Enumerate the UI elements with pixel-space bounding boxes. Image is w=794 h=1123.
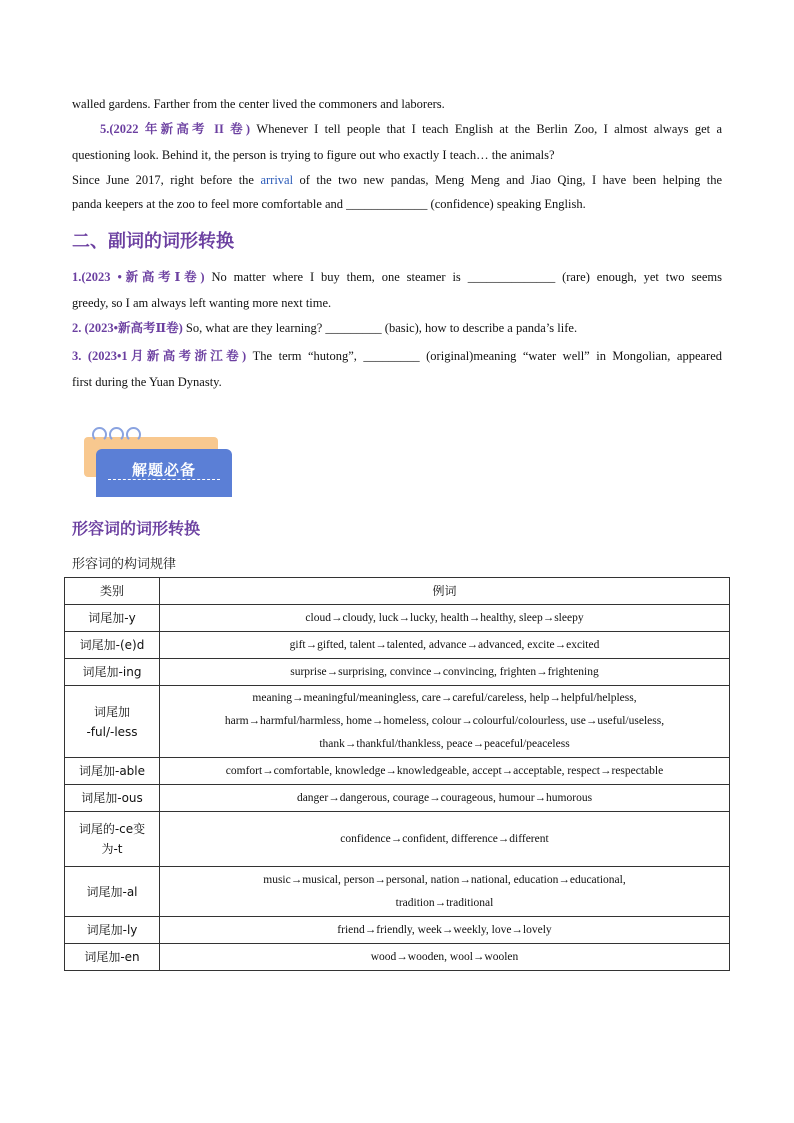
table-row [65,758,730,785]
category-cell [65,785,160,812]
table-row [65,605,730,632]
table-row [65,785,730,812]
example-line: surprise→surprising, convince→convincing, frighten→frightening [290,665,599,678]
example-line: tradition→traditional [395,896,494,909]
example-cell [160,944,730,971]
table-row [65,944,730,971]
ring-icon [126,427,141,442]
example-cell [160,686,730,758]
table-body [65,605,730,971]
badge-dash-line [108,479,220,480]
header-examples: 例词 [160,578,730,605]
example-line: music→musical, person→personal, nation→national, education→educational, [263,873,626,886]
category-line: 词尾加-y [88,611,136,625]
example-line: confidence→confident, difference→different [340,832,549,845]
category-cell [65,686,160,758]
text-line [72,172,722,188]
text-line: first during the Yuan Dynasty. [72,375,222,389]
example-cell [160,605,730,632]
example-line: danger→dangerous, courage→courageous, humour→humorous [296,791,593,804]
adjective-heading: 形容词的词形转换 [72,519,201,538]
text-span: of the two new pandas, Meng Meng and Jiao Qing, I have been helping the [293,173,723,187]
category-line: 词尾加-ous [81,791,143,805]
example-line: meaning→meaningful/meaningless, care→careful/careless, help→helpful/helpless, [252,692,637,704]
question-3 [72,348,722,364]
category-line: 词尾加-ing [82,665,142,679]
category-line: 词尾加 [93,704,130,719]
category-cell [65,605,160,632]
text-span: Since June 2017, right before the [72,173,261,187]
category-cell [65,632,160,659]
example-line: friend→friendly, week→weekly, love→lovely [337,923,552,936]
example-line: comfort→comfortable, knowledge→knowledgeable, accept→acceptable, respect→respectable [225,764,664,777]
ring-icon [109,427,124,442]
ring-icon [92,427,107,442]
example-cell [160,632,730,659]
question-1 [72,269,722,285]
word-formation-table [64,577,730,971]
category-line: 词尾加-(e)d [79,638,145,652]
badge-underbar [96,489,232,497]
category-cell [65,944,160,971]
table-row [65,632,730,659]
question-label: 2. (2023•新高考Ⅱ卷) [72,321,183,335]
example-cell [160,758,730,785]
badge-front [96,449,232,489]
table-row [65,812,730,867]
category-cell [65,867,160,917]
table-row [65,686,730,758]
example-cell [160,917,730,944]
category-line: 词尾加-able [78,764,146,778]
example-cell [160,659,730,686]
example-line: wood→wooden, wool→woolen [370,950,519,963]
example-cell [160,867,730,917]
category-line: 为-t [101,842,123,856]
sub-heading: 形容词的构词规律 [72,557,177,572]
header-category: 类别 [65,578,160,605]
category-line: 词尾加-en [84,950,140,964]
text-line: greedy, so I am always left wanting more next time. [72,296,332,310]
example-line: gift→gifted, talent→talented, advance→advanced, excite→excited [289,638,600,651]
question-2 [72,320,577,336]
question-label: 5.(2022 年新高考 II 卷) [100,122,251,136]
category-cell [65,659,160,686]
category-line: 词尾加-ly [86,923,138,937]
example-cell [160,785,730,812]
text-line: questioning look. Behind it, the person is trying to figure out who exactly I teach… the animals? [72,148,555,162]
category-line: -ful/-less [86,724,138,739]
question-text: So, what are they learning? _________ (basic), how to describe a panda’s life. [182,321,578,335]
highlighted-word: arrival [260,173,294,187]
table-row [65,917,730,944]
example-line: thank→thankful/thankless, peace→peaceful/peaceless [319,738,570,750]
section-badge [80,425,236,499]
question-text: No matter where I buy them, one steamer is ______________ (rare) enough, yet two seems [204,270,722,284]
section-heading: 二、副词的词形转换 [72,231,234,252]
question-text: The term “hutong”, _________ (original)meaning “water well” in Mongolian, appeared [246,349,722,363]
table-row [65,659,730,686]
text-line: panda keepers at the zoo to feel more comfortable and _____________ (confidence) speaking English. [72,197,586,211]
category-cell [65,812,160,867]
text-line: walled gardens. Farther from the center lived the commoners and laborers. [72,97,445,111]
question-label: 1.(2023 •新高考Ⅰ卷) [72,270,205,284]
question-label: 3. (2023•1月新高考浙江卷) [72,349,247,363]
category-line: 词尾加-al [86,884,138,899]
category-line: 词尾的-ce变 [78,822,146,836]
question-5 [72,121,722,137]
question-text: Whenever I tell people that I teach English at the Berlin Zoo, I almost always get a [250,122,722,136]
example-line: harm→harmful/harmless, home→homeless, colour→colourful/colourless, use→useful/useless, [224,715,665,727]
badge-label: 解题必备 [131,461,196,479]
table-row [65,867,730,917]
table-header-row [65,578,730,605]
category-cell [65,917,160,944]
example-line: cloud→cloudy, luck→lucky, health→healthy, sleep→sleepy [305,611,584,624]
example-cell [160,812,730,867]
category-cell [65,758,160,785]
